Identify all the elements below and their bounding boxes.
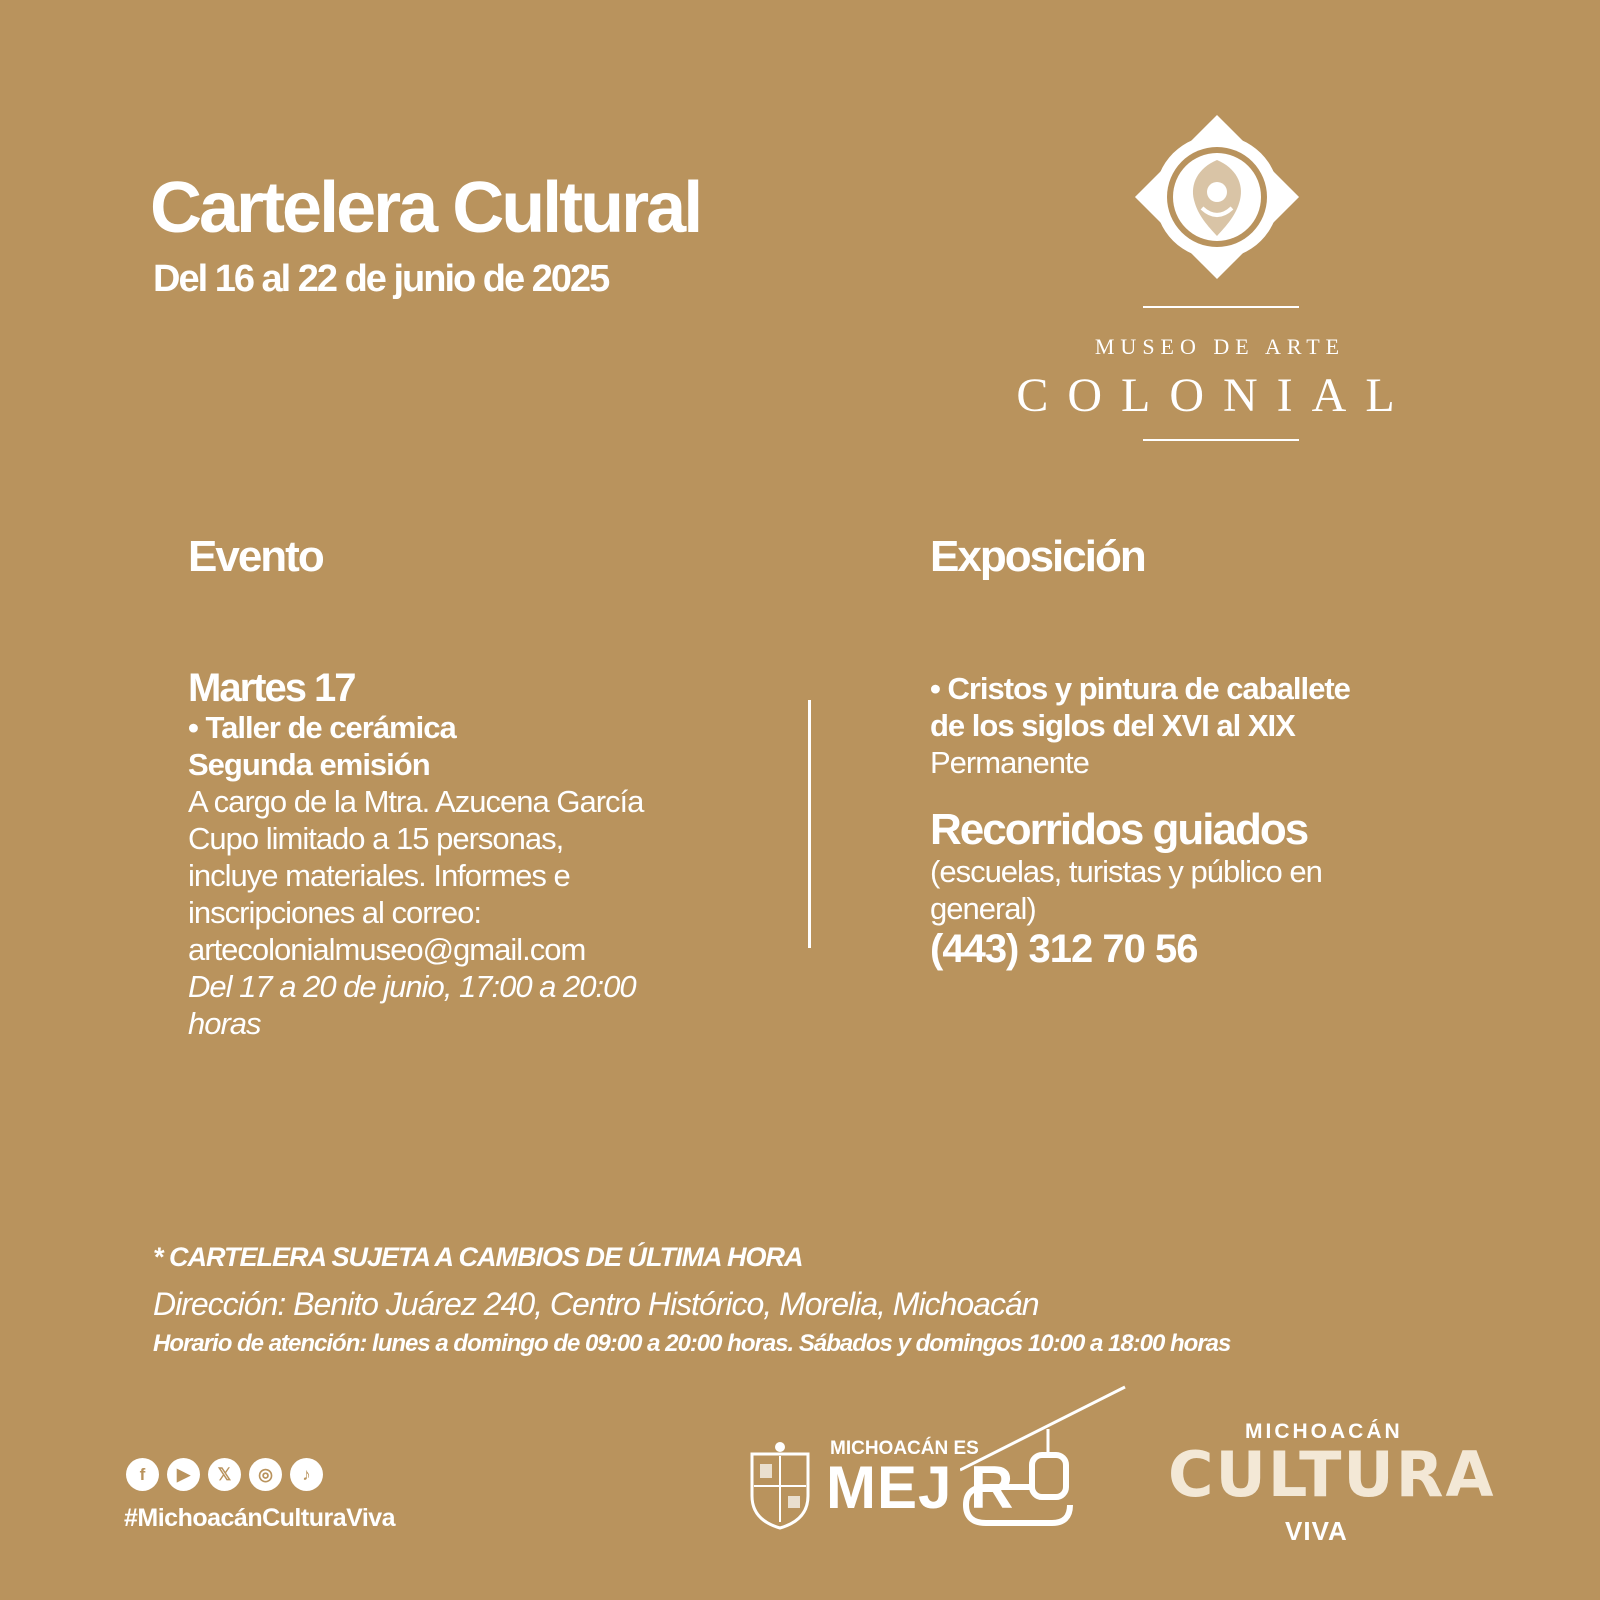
logo-divider-top: [1143, 306, 1299, 308]
cultura-logo-viva: VIVA: [1285, 1516, 1348, 1546]
logo-divider-bottom: [1143, 439, 1299, 441]
gov-logo-big: MEJ R: [826, 1454, 1015, 1521]
exposicion-item-cont: de los siglos del XVI al XIX: [930, 708, 1295, 743]
cultura-logo-small: MICHOACÁN: [1245, 1420, 1403, 1443]
evento-edition: Segunda emisión: [188, 747, 430, 782]
exposicion-column: [930, 670, 1490, 971]
date-range: Del 16 al 22 de junio de 2025: [153, 258, 609, 300]
cable-car-icon: [960, 1385, 1130, 1535]
hashtag: #MichoacánCulturaViva: [124, 1504, 396, 1532]
museum-name-top: MUSEO DE ARTE: [1094, 334, 1346, 359]
evento-column: [188, 667, 748, 1042]
evento-detail-line: Cupo limitado a 15 personas,: [188, 821, 564, 856]
michoacan-crest-icon: [748, 1440, 812, 1530]
exposicion-item: • Cristos y pintura de caballete: [930, 671, 1350, 706]
tours-detail-cont: general): [930, 891, 1036, 926]
social-icons: [126, 1458, 323, 1491]
museum-name-main: COLONIAL: [1016, 369, 1414, 422]
x-icon[interactable]: 𝕏: [208, 1458, 241, 1491]
tiktok-icon[interactable]: ♪: [290, 1458, 323, 1491]
evento-detail-line: incluye materiales. Informes e: [188, 858, 570, 893]
gov-logo-small: MICHOACÁN ES: [830, 1438, 979, 1459]
page-title: Cartelera Cultural: [150, 168, 701, 248]
evento-detail-line: A cargo de la Mtra. Azucena García: [188, 784, 644, 819]
evento-schedule: Del 17 a 20 de junio, 17:00 a 20:00: [188, 969, 636, 1004]
evento-email: artecolonialmuseo@gmail.com: [188, 932, 586, 967]
colonial-ornament-icon: [1128, 108, 1306, 286]
evento-detail-line: inscripciones al correo:: [188, 895, 482, 930]
museum-address: Dirección: Benito Juárez 240, Centro Histórico, Morelia, Michoacán: [153, 1286, 1039, 1322]
tours-phone: (443) 312 70 56: [930, 927, 1198, 971]
cultura-logo-big: CULTURA: [1168, 1438, 1496, 1511]
tours-heading: Recorridos guiados: [930, 805, 1308, 854]
opening-hours: Horario de atención: lunes a domingo de 09:00 a 20:00 horas. Sábados y domingos 10:00 a 18:00 horas: [153, 1330, 1231, 1357]
evento-schedule-cont: horas: [188, 1006, 261, 1041]
column-divider: [808, 700, 811, 948]
instagram-icon[interactable]: ◎: [249, 1458, 282, 1491]
evento-day: Martes 17: [188, 666, 355, 710]
tours-detail: (escuelas, turistas y público en: [930, 854, 1322, 889]
schedule-notice: * CARTELERA SUJETA A CAMBIOS DE ÚLTIMA HORA: [153, 1242, 803, 1272]
exposicion-status: Permanente: [930, 745, 1089, 780]
exposicion-heading: Exposición: [930, 532, 1145, 581]
evento-item: • Taller de cerámica: [188, 710, 456, 745]
facebook-icon[interactable]: f: [126, 1458, 159, 1491]
evento-heading: Evento: [188, 532, 323, 581]
youtube-icon[interactable]: ▶: [167, 1458, 200, 1491]
